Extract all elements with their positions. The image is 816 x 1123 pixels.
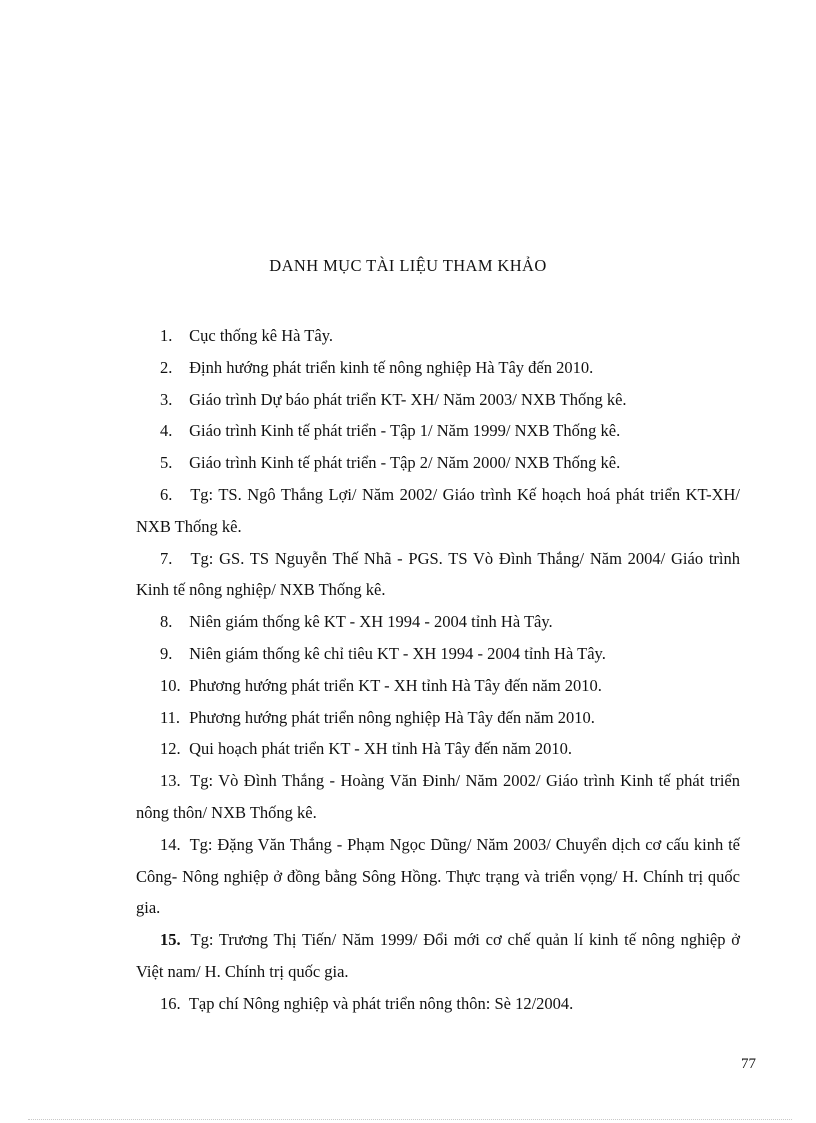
reference-item — [136, 352, 740, 384]
reference-text: Tg: TS. Ngô Thắng Lợi/ Năm 2002/ Giáo trình Kế hoạch hoá phát triển KT-XH/ NXB Thống kê. — [136, 484, 740, 536]
reference-item — [136, 606, 740, 638]
reference-number: 13. — [160, 771, 181, 791]
reference-text: Tg: Trương Thị Tiến/ Năm 1999/ Đổi mới cơ chế quản lí kinh tế nông nghiệp ở Việt nam/ H. Chính trị quốc gia. — [136, 930, 741, 981]
reference-text: Giáo trình Dự báo phát triển KT- XH/ Năm 2003/ NXB Thống kê. — [189, 389, 627, 409]
reference-number: 15. — [160, 930, 181, 950]
reference-item — [136, 447, 740, 479]
reference-item — [136, 670, 740, 702]
page-number: 77 — [741, 1056, 756, 1072]
reference-text: Giáo trình Kinh tế phát triển - Tập 1/ Năm 1999/ NXB Thống kê. — [189, 421, 621, 441]
reference-item — [136, 733, 740, 765]
reference-text: Định hướng phát triển kinh tế nông nghiệp Hà Tây đến 2010. — [189, 357, 594, 377]
reference-text: Tg: GS. TS Nguyễn Thế Nhã - PGS. TS Vò Đình Thắng/ Năm 2004/ Giáo trình Kinh tế nông nghiệp/ NXB Thống kê. — [136, 548, 741, 600]
reference-text: Cục thống kê Hà Tây. — [189, 326, 334, 345]
reference-text: Phương hướng phát triển nông nghiệp Hà Tây đến năm 2010. — [189, 707, 595, 727]
reference-number: 6. — [160, 484, 173, 504]
reference-item — [136, 988, 740, 1020]
reference-text: Phương hướng phát triển KT - XH tỉnh Hà Tây đến năm 2010. — [189, 675, 602, 695]
reference-number: 14. — [160, 834, 181, 854]
reference-number: 1. — [160, 326, 173, 345]
reference-item — [136, 320, 740, 352]
reference-text: Tg: Vò Đình Thắng - Hoàng Văn Đinh/ Năm 2002/ Giáo trình Kinh tế phát triển nông thôn/ NXB Thống kê. — [136, 771, 740, 822]
reference-item — [136, 415, 740, 447]
reference-item — [136, 829, 740, 924]
reference-number: 12. — [160, 739, 181, 759]
reference-number: 5. — [160, 453, 173, 473]
page-title: DANH MỤC TÀI LIỆU THAM KHẢO — [269, 256, 547, 275]
footer-divider — [28, 1119, 792, 1120]
reference-number: 10. — [160, 675, 181, 695]
reference-number: 8. — [160, 612, 173, 632]
reference-item — [136, 479, 740, 543]
reference-text: Qui hoạch phát triển KT - XH tỉnh Hà Tây đến năm 2010. — [189, 739, 573, 759]
reference-text: Tg: Đặng Văn Thắng - Phạm Ngọc Dũng/ Năm 2003/ Chuyển dịch cơ cấu kinh tế Công- Nông nghiệp ở đồng bằng Sông Hồng. Thực trạng và triển vọng/ H. Chính trị quốc gia. — [136, 834, 740, 918]
reference-item — [136, 543, 740, 607]
reference-number: 9. — [160, 643, 173, 663]
reference-number: 4. — [160, 421, 173, 441]
reference-text: Niên giám thống kê chỉ tiêu KT - XH 1994 - 2004 tỉnh Hà Tây. — [189, 643, 606, 663]
reference-text: Giáo trình Kinh tế phát triển - Tập 2/ Năm 2000/ NXB Thống kê. — [189, 453, 621, 473]
reference-number: 3. — [160, 389, 173, 409]
reference-item — [136, 638, 740, 670]
reference-number: 11. — [160, 707, 181, 727]
reference-item — [136, 702, 740, 734]
reference-number: 7. — [160, 548, 173, 568]
reference-text: Tạp chí Nông nghiệp và phát triển nông thôn: Sè 12/2004. — [188, 993, 574, 1013]
reference-number: 2. — [160, 357, 173, 377]
reference-number: 16. — [160, 993, 181, 1013]
reference-item — [136, 924, 740, 988]
reference-text: Niên giám thống kê KT - XH 1994 - 2004 tỉnh Hà Tây. — [189, 612, 553, 632]
reference-item — [136, 765, 740, 829]
reference-item — [136, 384, 740, 416]
reference-list — [136, 320, 740, 1020]
